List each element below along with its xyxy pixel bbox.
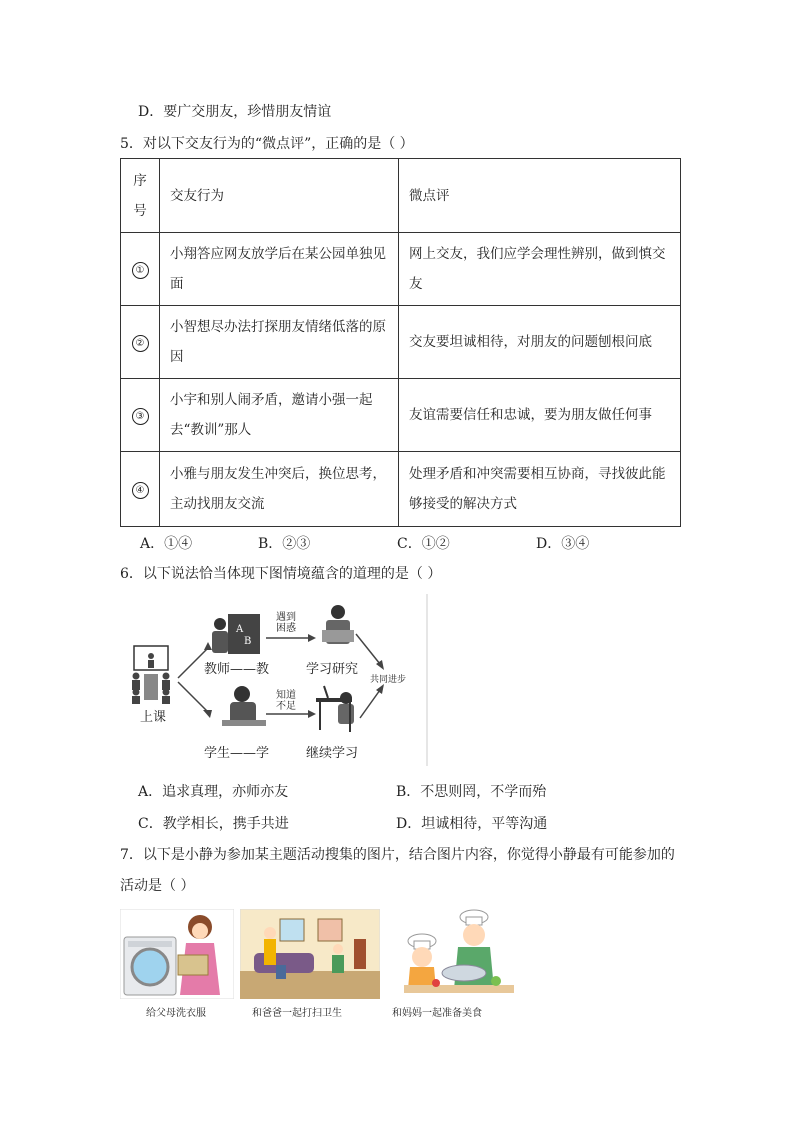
row-seq: ③: [121, 379, 160, 452]
caption-cooking: 和妈妈一起准备美食: [392, 1008, 482, 1019]
table-header-row: [121, 159, 681, 233]
study-label: 学习研究: [306, 662, 359, 677]
header-behavior: 交友行为: [160, 159, 399, 233]
q5-table: [120, 158, 681, 527]
svg-text:B: B: [244, 636, 252, 647]
q5-option-d: D．③④: [536, 536, 590, 552]
q5-option-a: A．①④: [140, 536, 193, 552]
q6-stem: 6．以下说法恰当体现下图情境蕴含的道理的是（ ）: [120, 566, 442, 582]
q5-stem: 5．对以下交友行为的“微点评”，正确的是（ ）: [120, 136, 414, 152]
row-seq: ①: [121, 233, 160, 306]
header-comment: 微点评: [399, 159, 681, 233]
q6-option-c: C．教学相长，携手共进: [138, 816, 289, 832]
cleaning-illustration: [240, 909, 380, 999]
laundry-picture: [120, 909, 234, 999]
q5-option-c: C．①②: [397, 536, 450, 552]
q7-stem-line2: 活动是（ ）: [120, 878, 195, 894]
cleaning-picture: [240, 909, 380, 999]
svg-text:A: A: [236, 624, 244, 635]
q5-option-b: B．②③: [258, 536, 311, 552]
confused-label: 遇到困惑: [276, 612, 296, 634]
teacher-label: 教师——教: [204, 662, 270, 677]
student-illustration: [222, 686, 266, 726]
table-row: [121, 233, 681, 306]
row-behavior: 小翔答应网友放学后在某公园单独见面: [160, 233, 399, 306]
desk-study-illustration: [316, 686, 354, 732]
row-seq: ②: [121, 306, 160, 379]
row-behavior: 小宇和别人闹矛盾，邀请小强一起去“教训”那人: [160, 379, 399, 452]
continue-label: 继续学习: [306, 746, 359, 761]
q6-option-a: A．追求真理，亦师亦友: [138, 784, 289, 800]
laundry-illustration: [120, 909, 234, 999]
q7-stem-line1: 7．以下是小静为参加某主题活动搜集的图片，结合图片内容，你觉得小静最有可能参加的: [120, 847, 675, 863]
student-label: 学生——学: [204, 746, 270, 761]
q6-option-d: D．坦诚相待，平等沟通: [396, 816, 548, 832]
row-comment: 交友要坦诚相待，对朋友的问题刨根问底: [399, 306, 681, 379]
row-comment: 处理矛盾和冲突需要相互协商，寻找彼此能够接受的解决方式: [399, 452, 681, 527]
class-label: 上课: [140, 710, 167, 725]
header-seq: 序号: [121, 159, 160, 233]
q6-figure: [124, 594, 430, 766]
caption-laundry: 给父母洗衣服: [146, 1008, 206, 1019]
not-enough-label: 知道不足: [276, 690, 296, 712]
cooking-illustration: [384, 909, 536, 999]
cooking-picture: [384, 909, 536, 999]
table-row: [121, 452, 681, 527]
table-row: [121, 306, 681, 379]
row-behavior: 小智想尽办法打探朋友情绪低落的原因: [160, 306, 399, 379]
q4-option-d: D．要广交朋友，珍惜朋友情谊: [138, 104, 332, 120]
teacher-illustration: [212, 614, 260, 654]
caption-cleaning: 和爸爸一起打扫卫生: [252, 1008, 342, 1019]
row-behavior: 小雅与朋友发生冲突后，换位思考，主动找朋友交流: [160, 452, 399, 527]
study-illustration: [322, 605, 354, 644]
row-comment: 网上交友，我们应学会理性辨别，做到慎交友: [399, 233, 681, 306]
classroom-illustration: [132, 646, 170, 704]
progress-label: 共同进步: [370, 675, 407, 685]
row-comment: 友谊需要信任和忠诚，要为朋友做任何事: [399, 379, 681, 452]
table-row: [121, 379, 681, 452]
q6-option-b: B．不思则罔，不学而殆: [396, 784, 547, 800]
row-seq: ④: [121, 452, 160, 527]
